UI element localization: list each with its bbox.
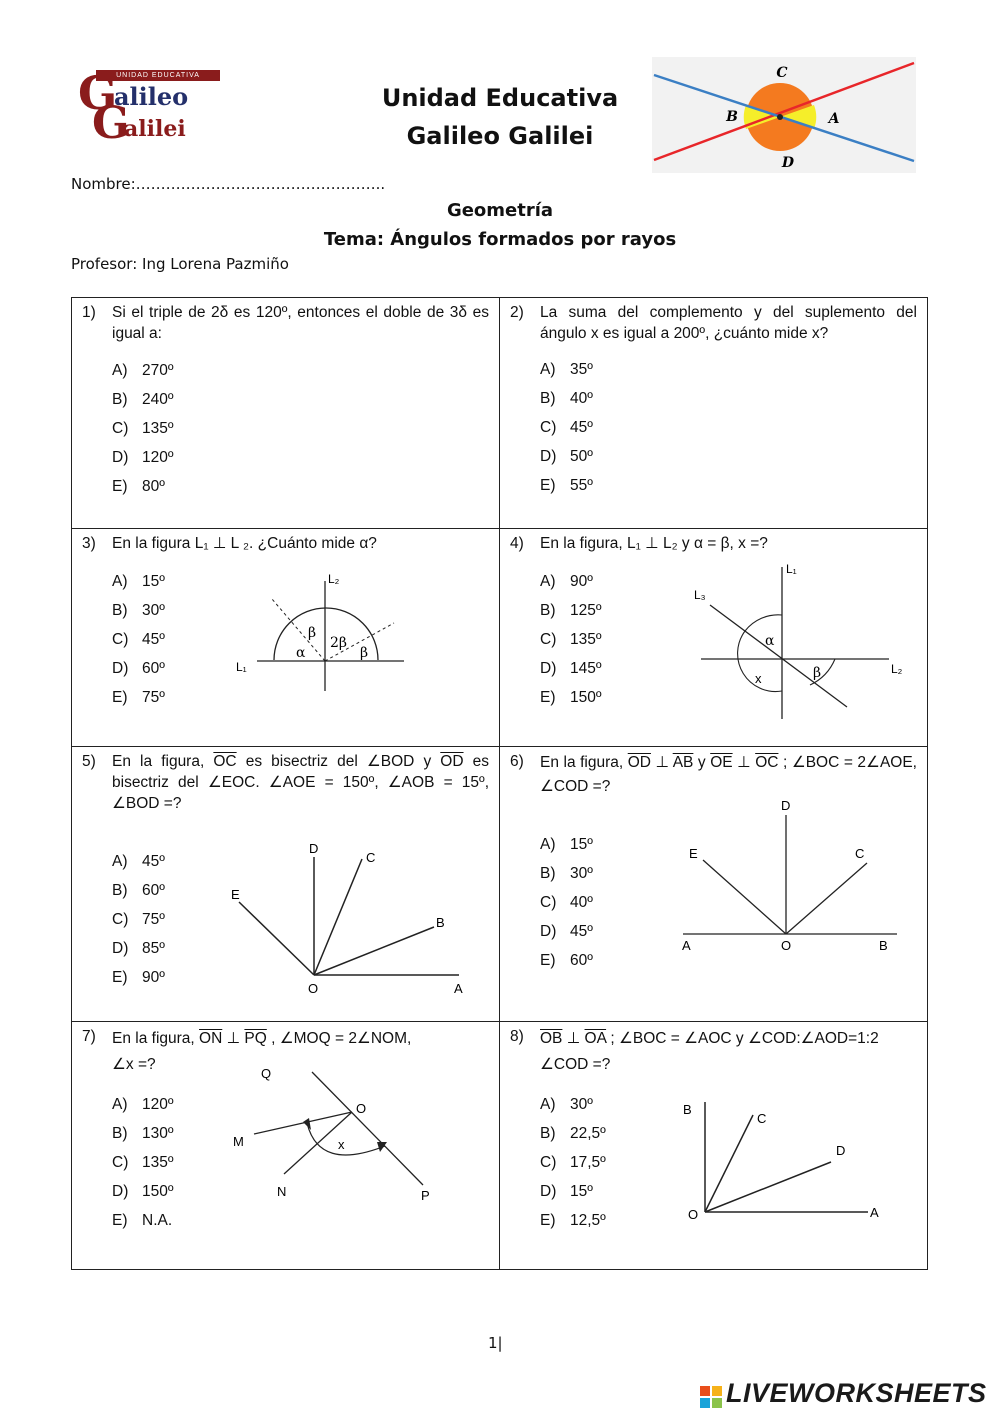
ray-ob (314, 927, 434, 975)
ray-oc (786, 863, 867, 934)
question-text: En la figura, $\overline{ON}$ ⊥ $\overline{PQ}$ , ∠MOQ = 2∠NOM, ∠x =? (112, 1030, 412, 1073)
option-a[interactable]: A) 120º (112, 1096, 174, 1113)
label-x: x (338, 1137, 345, 1152)
figure-rays-6 (675, 797, 925, 962)
label-l1: L₁ (236, 660, 247, 674)
option-b[interactable]: B) 30º (540, 865, 593, 882)
question-8 (500, 1022, 928, 1270)
logo-g1: G (78, 66, 118, 120)
school-logo (78, 66, 220, 149)
arrowhead-left (303, 1118, 311, 1130)
question-number: 3) (82, 535, 96, 552)
ray-om (254, 1112, 352, 1134)
ray-oe (239, 902, 314, 975)
figure-rays-7 (227, 1060, 497, 1210)
ray-oe (703, 860, 786, 934)
arc-x (307, 1123, 385, 1155)
question-text: Si el triple de 2δ es 120º, entonces el doble de 3δ es igual a: (112, 304, 489, 342)
option-a[interactable]: A) 90º (540, 573, 593, 590)
label-beta-2: β (360, 645, 369, 661)
question-1 (72, 298, 500, 529)
option-e[interactable]: E) 150º (540, 689, 602, 706)
liveworksheets-brand[interactable] (700, 1378, 987, 1409)
question-number: 1) (82, 304, 96, 321)
question-number: 2) (510, 304, 524, 321)
label-d: D (309, 841, 319, 856)
label-x: x (755, 671, 762, 686)
option-e[interactable]: E) 90º (112, 969, 165, 986)
label-c: C (757, 1111, 767, 1126)
label-beta: β (813, 665, 822, 681)
option-d[interactable]: D) 45º (540, 923, 593, 940)
option-a[interactable]: A) 45º (112, 853, 165, 870)
label-o: O (781, 938, 792, 953)
questions-table (71, 297, 928, 1270)
brand-text: LIVEWORKSHEETS (726, 1378, 987, 1408)
option-b[interactable]: B) 40º (540, 390, 593, 407)
teacher-line: Profesor: Ing Lorena Pazmiño (71, 255, 289, 273)
arc-alpha (745, 615, 782, 631)
question-5 (72, 747, 500, 1022)
option-c[interactable]: C) 75º (112, 911, 165, 928)
question-text: En la figura, $\overline{OD}$ ⊥ $\overline{AB}$ y $\overline{OE}$ ⊥ $\overline{OC}$ ; ∠BOC = 2∠AOE, ∠COD =? (540, 754, 917, 795)
logo-g2: G (92, 98, 130, 149)
option-d[interactable]: D) 15º (540, 1183, 593, 1200)
badge-center (777, 114, 783, 120)
school-name-line1: Unidad Educativa (381, 84, 619, 112)
question-text: En la figura, $\overline{OC}$ es bisectriz del ∠BOD y $\overline{OD}$ es bisectriz del ∠EOC. ∠AOE = 150º, ∠AOB = 15º, ∠BOD =? (112, 753, 489, 812)
brand-logo-icon (700, 1384, 722, 1406)
question-number: 4) (510, 535, 524, 552)
logo-word1: alileo (114, 82, 189, 111)
question-number: 7) (82, 1028, 96, 1045)
badge-label-d: D (781, 155, 795, 171)
label-o: O (308, 981, 319, 996)
option-a[interactable]: A) 270º (112, 362, 174, 379)
option-e[interactable]: E) 60º (540, 952, 593, 969)
label-a: A (454, 981, 463, 996)
option-a[interactable]: A) 15º (112, 573, 165, 590)
ray-oc (314, 859, 362, 975)
topic-title: Tema: Ángulos formados por rayos (323, 229, 677, 250)
label-l1: L₁ (786, 563, 797, 576)
option-d[interactable]: D) 60º (112, 660, 165, 677)
option-b[interactable]: B) 22,5º (540, 1125, 606, 1142)
figure-rays-5 (227, 837, 487, 1007)
option-e[interactable]: E) 12,5º (540, 1212, 606, 1229)
label-l2: L₂ (328, 572, 340, 586)
question-number: 5) (82, 753, 96, 770)
option-e[interactable]: E) 75º (112, 689, 165, 706)
ray-od (705, 1162, 831, 1212)
option-a[interactable]: A) 15º (540, 836, 593, 853)
logo-banner: UNIDAD EDUCATIVA (96, 70, 220, 81)
label-l2: L₂ (891, 662, 903, 676)
label-a: A (870, 1205, 879, 1220)
logo-word2: alilei (124, 116, 186, 142)
option-b[interactable]: B) 60º (112, 882, 165, 899)
name-field[interactable]: Nombre:………………………………………….. (71, 175, 386, 193)
label-d: D (836, 1143, 846, 1158)
question-number: 8) (510, 1028, 524, 1045)
option-b[interactable]: B) 240º (112, 391, 174, 408)
school-name-line2: Galileo Galilei (406, 122, 594, 150)
label-b: B (879, 938, 888, 953)
question-number: 6) (510, 753, 524, 770)
figure-three-lines (685, 563, 925, 723)
badge-label-a: A (828, 111, 840, 127)
label-m: M (233, 1134, 244, 1149)
option-b[interactable]: B) 30º (112, 602, 165, 619)
option-a[interactable]: A) 30º (540, 1096, 593, 1113)
option-d[interactable]: D) 85º (112, 940, 165, 957)
label-q: Q (261, 1066, 272, 1081)
question-3 (72, 529, 500, 747)
question-6 (500, 747, 928, 1022)
option-d[interactable]: D) 50º (540, 448, 593, 465)
option-c[interactable]: C) 135º (112, 1154, 174, 1171)
question-text: En la figura L₁ ⊥ L ₂. ¿Cuánto mide α? (112, 535, 377, 552)
option-c[interactable]: C) 135º (112, 420, 174, 437)
question-text: $\overline{OB}$ ⊥ $\overline{OA}$ ; ∠BOC = ∠AOC y ∠COD:∠AOD=1:2 ∠COD =? (540, 1030, 879, 1073)
badge-label-c: C (776, 65, 788, 81)
line-pq (312, 1072, 423, 1185)
label-b: B (683, 1102, 692, 1117)
figure-semicircle (232, 567, 492, 697)
label-e: E (689, 846, 698, 861)
label-c: C (855, 846, 865, 861)
option-e[interactable]: E) 80º (112, 478, 165, 495)
option-c[interactable]: C) 45º (540, 419, 593, 436)
label-l3: L₃ (694, 588, 706, 602)
label-2beta: 2β (330, 635, 348, 651)
label-b: B (436, 915, 445, 930)
label-p: P (421, 1188, 430, 1203)
label-e: E (231, 887, 240, 902)
question-text: En la figura, L₁ ⊥ L₂ y α = β, x =? (540, 535, 768, 552)
label-o: O (688, 1207, 699, 1222)
option-e[interactable]: E) N.A. (112, 1212, 173, 1229)
label-beta-1: β (308, 625, 317, 641)
question-2 (500, 298, 928, 529)
subject-title: Geometría (446, 200, 554, 221)
brand-logo-svg (700, 1386, 722, 1408)
option-c[interactable]: C) 17,5º (540, 1154, 606, 1171)
label-n: N (277, 1184, 287, 1199)
option-a[interactable]: A) 35º (540, 361, 593, 378)
angles-badge (652, 57, 916, 173)
ray-oc (705, 1115, 753, 1212)
label-alpha: α (296, 645, 306, 661)
question-7 (72, 1022, 500, 1270)
label-alpha: α (765, 633, 775, 649)
option-c[interactable]: C) 40º (540, 894, 593, 911)
label-d: D (781, 798, 791, 813)
option-d[interactable]: D) 120º (112, 449, 174, 466)
option-b[interactable]: B) 130º (112, 1125, 174, 1142)
label-c: C (366, 850, 376, 865)
option-b[interactable]: B) 125º (540, 602, 602, 619)
option-c[interactable]: C) 135º (540, 631, 602, 648)
label-o: O (356, 1101, 367, 1116)
question-4 (500, 529, 928, 747)
option-d[interactable]: D) 145º (540, 660, 602, 677)
question-text: La suma del complemento y del suplemento del ángulo x es igual a 200º, ¿cuánto mide x? (540, 304, 917, 342)
option-c[interactable]: C) 45º (112, 631, 165, 648)
page-number: 1| (488, 1334, 503, 1352)
option-e[interactable]: E) 55º (540, 477, 593, 494)
badge-label-b: B (726, 109, 738, 125)
label-a: A (682, 938, 691, 953)
figure-rays-8 (675, 1082, 905, 1232)
option-d[interactable]: D) 150º (112, 1183, 174, 1200)
